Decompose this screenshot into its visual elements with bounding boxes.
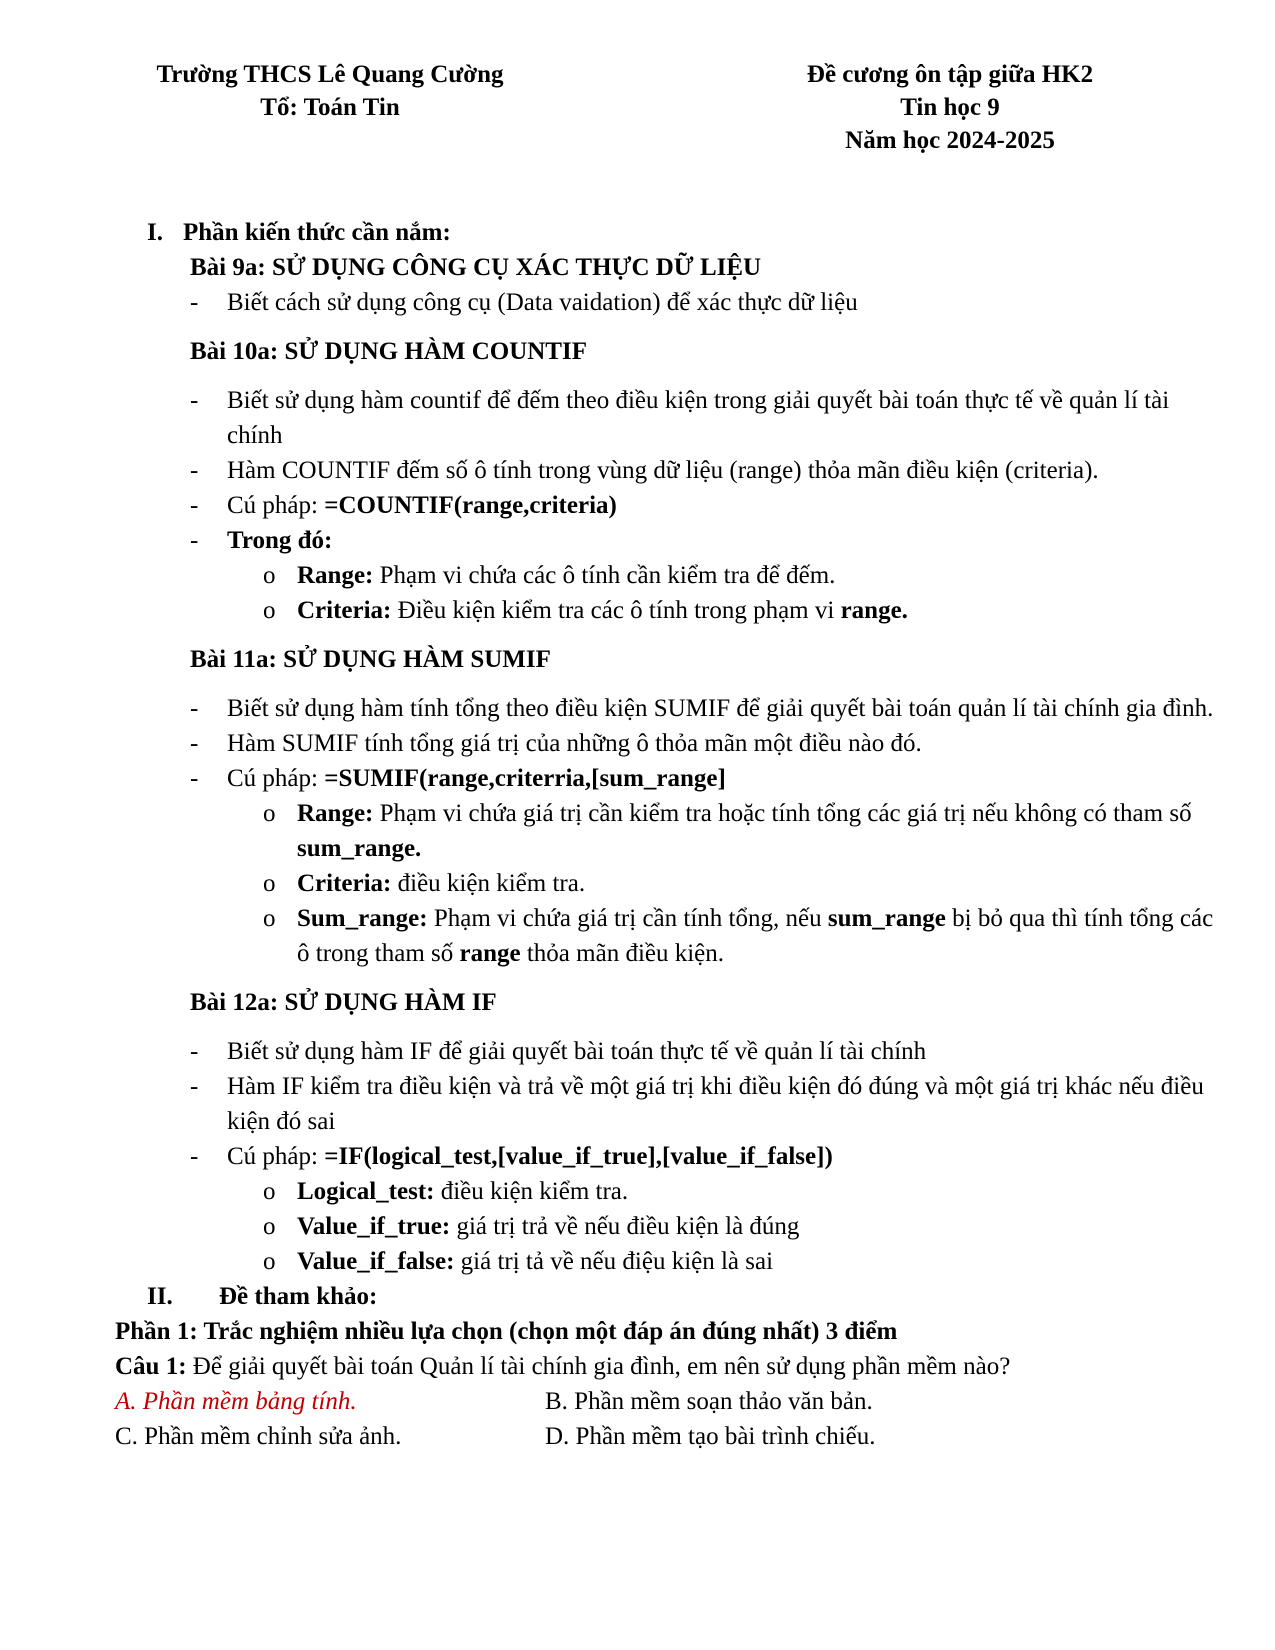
list-item: o Value_if_false: giá trị tả về nếu điệu kiện là sai <box>263 1244 1225 1279</box>
list-item <box>190 383 1225 453</box>
where-label: Trong đó: <box>227 527 333 554</box>
dash-marker: - <box>190 695 199 722</box>
dash-marker: - <box>190 387 199 414</box>
circle-marker: o <box>263 1248 276 1275</box>
list-item <box>190 453 1225 488</box>
lesson-10a-item-2: Hàm COUNTIF đếm số ô tính trong vùng dữ liệu (range) thỏa mãn điều kiện (criteria). <box>227 457 1099 484</box>
dash-marker: - <box>190 1073 199 1100</box>
lesson-10a-title: Bài 10a: SỬ DỤNG HÀM COUNTIF <box>190 338 587 365</box>
dash-marker: - <box>190 527 199 554</box>
circle-marker: o <box>263 562 276 589</box>
question-1-options-row-2 <box>115 1419 1225 1454</box>
countif-formula: =COUNTIF(range,criteria) <box>324 492 617 519</box>
dash-marker: - <box>190 492 199 519</box>
dash-marker: - <box>190 457 199 484</box>
header-right <box>740 58 1160 157</box>
section-2-heading <box>147 1279 1225 1314</box>
part-1-heading: Phần 1: Trắc nghiệm nhiều lựa chọn (chọn một đáp án đúng nhất) 3 điểm <box>115 1318 898 1345</box>
option-d: D. Phần mềm tạo bài trình chiếu. <box>545 1423 876 1450</box>
list-item <box>190 726 1225 761</box>
dash-marker: - <box>190 765 199 792</box>
if-formula: =IF(logical_test,[value_if_true],[value_if_false]) <box>324 1143 833 1170</box>
list-item <box>190 1139 1225 1174</box>
option-c: C. Phần mềm chỉnh sửa ảnh. <box>115 1423 402 1450</box>
question-1-options-row-1 <box>115 1384 1225 1419</box>
lesson-12a-item-2: Hàm IF kiểm tra điều kiện và trả về một giá trị khi điều kiện đó đúng và một giá trị khác nếu điều kiện đó sai <box>227 1073 1204 1135</box>
school-year: Năm học 2024-2025 <box>845 127 1055 154</box>
dash-marker: - <box>190 289 199 316</box>
header-left <box>105 58 555 124</box>
circle-marker: o <box>263 905 276 932</box>
lesson-9a-title: Bài 9a: SỬ DỤNG CÔNG CỤ XÁC THỰC DỮ LIỆU <box>190 254 762 281</box>
lesson-11a-item-2: Hàm SUMIF tính tổng giá trị của những ô thỏa mãn một điều nào đó. <box>227 730 922 757</box>
section-2-number: II. <box>147 1283 173 1310</box>
list-item: o Sum_range: Phạm vi chứa giá trị cần tính tổng, nếu sum_range bị bỏ qua thì tính tổng các ô trong tham số range thỏa mãn điều kiện. <box>263 901 1225 971</box>
lesson-10a-item-1: Biết sử dụng hàm countif để đếm theo điều kiện trong giải quyết bài toán thực tế về quản lí tài chính <box>227 387 1170 449</box>
section-1-title: Phần kiến thức cần nắm: <box>183 219 451 246</box>
dash-marker: - <box>190 1143 199 1170</box>
section-1-heading <box>147 215 1225 250</box>
question-1: Câu 1: Để giải quyết bài toán Quản lí tài chính gia đình, em nên sử dụng phần mềm nào? <box>115 1353 1011 1380</box>
list-item: o Range: Phạm vi chứa giá trị cần kiểm tra hoặc tính tổng các giá trị nếu không có tham số sum_range. <box>263 796 1225 866</box>
list-item <box>190 691 1225 726</box>
doc-title: Đề cương ôn tập giữa HK2 <box>806 61 1094 88</box>
document-body <box>115 215 1225 1454</box>
list-item <box>190 1069 1225 1139</box>
circle-marker: o <box>263 597 276 624</box>
dash-marker: - <box>190 730 199 757</box>
sumif-formula: =SUMIF(range,criterria,[sum_range] <box>324 765 726 792</box>
lesson-12a-title: Bài 12a: SỬ DỤNG HÀM IF <box>190 989 497 1016</box>
option-b: B. Phần mềm soạn thảo văn bản. <box>545 1388 873 1415</box>
circle-marker: o <box>263 800 276 827</box>
circle-marker: o <box>263 870 276 897</box>
lesson-11a-item-1: Biết sử dụng hàm tính tổng theo điều kiện SUMIF để giải quyết bài toán quản lí tài chính gia đình. <box>227 695 1214 722</box>
if-syntax: Cú pháp: =IF(logical_test,[value_if_true],[value_if_false]) <box>227 1143 833 1170</box>
list-item: o Criteria: Điều kiện kiểm tra các ô tính trong phạm vi range. <box>263 593 1225 628</box>
lesson-12a-item-1: Biết sử dụng hàm IF để giải quyết bài toán thực tế về quản lí tài chính <box>227 1038 927 1065</box>
sumif-syntax: Cú pháp: =SUMIF(range,criterria,[sum_range] <box>227 765 726 792</box>
lesson-9a-item: Biết cách sử dụng công cụ (Data vaidation) để xác thực dữ liệu <box>227 289 858 316</box>
list-item: o Range: Phạm vi chứa các ô tính cần kiểm tra để đếm. <box>263 558 1225 593</box>
section-1-number: I. <box>147 219 163 246</box>
circle-marker: o <box>263 1213 276 1240</box>
circle-marker: o <box>263 1178 276 1205</box>
countif-syntax: Cú pháp: =COUNTIF(range,criteria) <box>227 492 617 519</box>
group-name: Tổ: Toán Tin <box>260 94 400 121</box>
option-a: A. Phần mềm bảng tính. <box>115 1388 357 1415</box>
school-name: Trường THCS Lê Quang Cường <box>156 61 504 88</box>
section-2-title: Đề tham khảo: <box>219 1283 378 1310</box>
lesson-11a-title: Bài 11a: SỬ DỤNG HÀM SUMIF <box>190 646 551 673</box>
list-item <box>190 523 1225 558</box>
list-item: o Criteria: điều kiện kiểm tra. <box>263 866 1225 901</box>
list-item: o Logical_test: điều kiện kiểm tra. <box>263 1174 1225 1209</box>
subject: Tin học 9 <box>900 94 1000 121</box>
dash-marker: - <box>190 1038 199 1065</box>
list-item <box>190 761 1225 796</box>
list-item <box>190 488 1225 523</box>
list-item: o Value_if_true: giá trị trả về nếu điều kiện là đúng <box>263 1209 1225 1244</box>
list-item <box>190 285 1225 320</box>
list-item <box>190 1034 1225 1069</box>
